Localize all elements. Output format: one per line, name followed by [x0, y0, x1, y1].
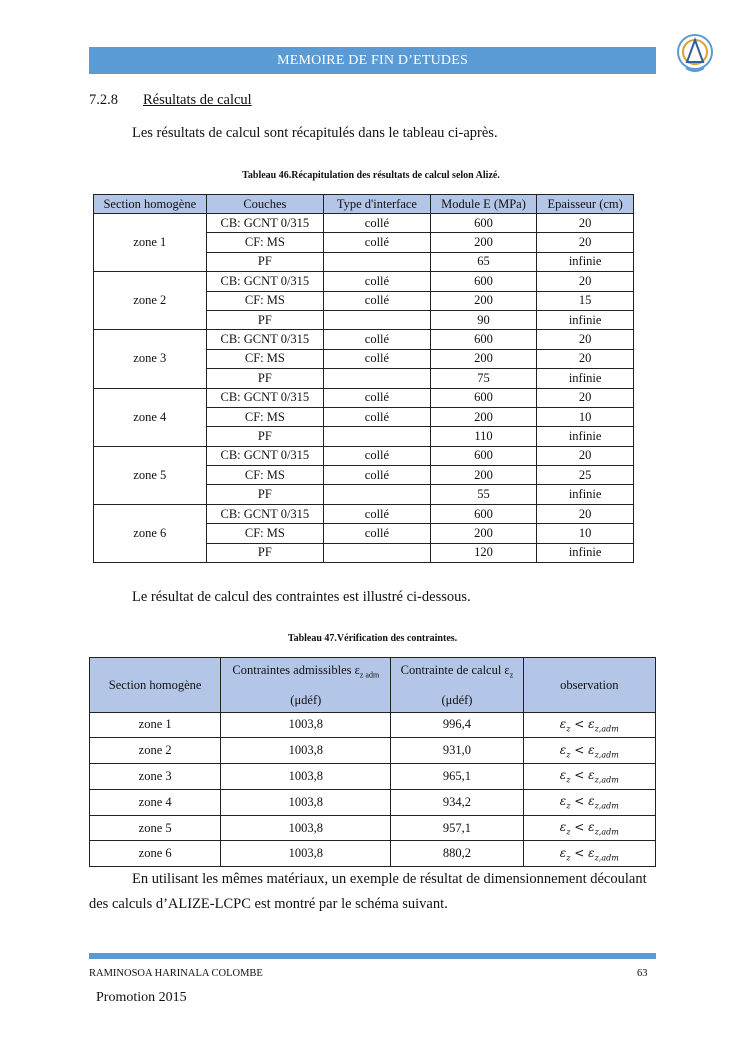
couche-cell: CB: GCNT 0/315	[206, 446, 324, 465]
interface-cell: collé	[324, 407, 431, 426]
epaisseur-cell: infinie	[537, 310, 634, 329]
obs-less-than: < ε	[570, 845, 595, 860]
epaisseur-cell: infinie	[537, 252, 634, 271]
epaisseur-cell: infinie	[537, 543, 634, 562]
zone-cell: zone 1	[94, 214, 207, 272]
couche-cell: PF	[206, 369, 324, 388]
couche-cell: PF	[206, 485, 324, 504]
table47-header-observation: observation	[523, 658, 655, 713]
obs-epsilon: ε	[559, 819, 567, 834]
header-calc-sub: z	[509, 670, 514, 680]
module-cell: 65	[430, 252, 537, 271]
epaisseur-cell: 20	[537, 446, 634, 465]
zone-cell: zone 6	[90, 841, 221, 867]
interface-cell: collé	[324, 233, 431, 252]
interface-cell: collé	[324, 388, 431, 407]
obs-less-than: < ε	[570, 742, 595, 757]
table46-header-couches: Couches	[206, 195, 324, 214]
header-calc-label: Contrainte de calcul ε	[400, 663, 510, 677]
table47-header-section: Section homogène	[90, 658, 221, 713]
obs-less-than: < ε	[570, 819, 595, 834]
table-row	[90, 712, 656, 738]
header-adm-label: Contraintes admissibles ε	[232, 663, 360, 677]
epaisseur-cell: 25	[537, 466, 634, 485]
module-cell: 200	[430, 349, 537, 368]
epaisseur-cell: 15	[537, 291, 634, 310]
module-cell: 90	[430, 310, 537, 329]
zone-cell: zone 2	[90, 738, 221, 764]
zone-cell: zone 2	[94, 272, 207, 330]
epaisseur-cell: 20	[537, 388, 634, 407]
zone-cell: zone 3	[90, 764, 221, 790]
couche-cell: CB: GCNT 0/315	[206, 504, 324, 523]
observation-cell	[523, 738, 655, 764]
module-cell: 600	[430, 330, 537, 349]
obs-sub-z: z	[566, 853, 571, 863]
table47-header-row	[90, 658, 656, 713]
interface-cell: collé	[324, 349, 431, 368]
observation-cell	[523, 789, 655, 815]
interface-cell: collé	[324, 272, 431, 291]
page-number: 63	[637, 968, 648, 979]
table-row	[90, 738, 656, 764]
observation-cell	[523, 764, 655, 790]
couche-cell: PF	[206, 252, 324, 271]
epaisseur-cell: 20	[537, 504, 634, 523]
couche-cell: CF: MS	[206, 407, 324, 426]
module-cell: 600	[430, 214, 537, 233]
header-adm-sub: z adm	[359, 670, 380, 680]
couche-cell: PF	[206, 310, 324, 329]
section-number: 7.2.8	[89, 92, 118, 108]
table47-header-calc	[391, 658, 523, 713]
table46-caption: Tableau 46.Récapitulation des résultats de calcul selon Alizé.	[242, 170, 500, 181]
table-row	[94, 446, 634, 465]
zone-cell: zone 4	[90, 789, 221, 815]
table47-header-adm	[221, 658, 391, 713]
obs-sub-zadm: z,adm	[594, 853, 619, 863]
adm-cell: 1003,8	[221, 712, 391, 738]
couche-cell: CF: MS	[206, 524, 324, 543]
module-cell: 600	[430, 446, 537, 465]
zone-cell: zone 6	[94, 504, 207, 562]
epaisseur-cell: infinie	[537, 485, 634, 504]
calc-cell: 957,1	[391, 815, 523, 841]
section-heading	[89, 92, 252, 109]
couche-cell: CF: MS	[206, 291, 324, 310]
zone-cell: zone 4	[94, 388, 207, 446]
obs-sub-zadm: z,adm	[594, 724, 619, 734]
module-cell: 600	[430, 504, 537, 523]
table46-header-module: Module E (MPa)	[430, 195, 537, 214]
section-title: Résultats de calcul	[143, 92, 252, 108]
calc-cell: 996,4	[391, 712, 523, 738]
table-row	[90, 815, 656, 841]
couche-cell: CB: GCNT 0/315	[206, 272, 324, 291]
module-cell: 200	[430, 291, 537, 310]
obs-sub-z: z	[566, 827, 571, 837]
obs-sub-zadm: z,adm	[594, 827, 619, 837]
adm-cell: 1003,8	[221, 815, 391, 841]
interface-cell: collé	[324, 524, 431, 543]
epaisseur-cell: infinie	[537, 427, 634, 446]
obs-sub-zadm: z,adm	[594, 775, 619, 785]
interface-cell	[324, 427, 431, 446]
table-row	[94, 214, 634, 233]
observation-cell	[523, 841, 655, 867]
table46-header-epaisseur: Epaisseur (cm)	[537, 195, 634, 214]
module-cell: 110	[430, 427, 537, 446]
zone-cell: zone 5	[90, 815, 221, 841]
obs-less-than: < ε	[570, 768, 595, 783]
epaisseur-cell: infinie	[537, 369, 634, 388]
table-row	[90, 789, 656, 815]
observation-cell	[523, 712, 655, 738]
table47-caption: Tableau 47.Vérification des contraintes.	[287, 633, 458, 644]
epaisseur-cell: 10	[537, 407, 634, 426]
table46-header-row	[94, 195, 634, 214]
obs-less-than: < ε	[570, 716, 595, 731]
table-row	[94, 330, 634, 349]
obs-epsilon: ε	[559, 768, 567, 783]
table-verification-contraintes	[89, 657, 656, 867]
epaisseur-cell: 20	[537, 214, 634, 233]
adm-cell: 1003,8	[221, 764, 391, 790]
couche-cell: CF: MS	[206, 466, 324, 485]
epaisseur-cell: 20	[537, 349, 634, 368]
observation-cell	[523, 815, 655, 841]
epaisseur-cell: 20	[537, 330, 634, 349]
obs-sub-z: z	[566, 775, 571, 785]
epaisseur-cell: 10	[537, 524, 634, 543]
intro-paragraph: Les résultats de calcul sont récapitulés dans le tableau ci-après.	[132, 125, 498, 141]
zone-cell: zone 5	[94, 446, 207, 504]
module-cell: 600	[430, 272, 537, 291]
table46-header-section: Section homogène	[94, 195, 207, 214]
interface-cell	[324, 485, 431, 504]
interface-cell: collé	[324, 466, 431, 485]
couche-cell: PF	[206, 543, 324, 562]
contraintes-paragraph: Le résultat de calcul des contraintes est illustré ci-dessous.	[132, 589, 471, 605]
obs-sub-z: z	[566, 801, 571, 811]
calc-cell: 934,2	[391, 789, 523, 815]
interface-cell: collé	[324, 330, 431, 349]
adm-cell: 1003,8	[221, 738, 391, 764]
adm-cell: 1003,8	[221, 789, 391, 815]
obs-sub-z: z	[566, 724, 571, 734]
footer-author: RAMINOSOA HARINALA COLOMBE	[89, 968, 263, 979]
table-row	[90, 841, 656, 867]
table-row	[94, 272, 634, 291]
interface-cell	[324, 543, 431, 562]
zone-cell: zone 1	[90, 712, 221, 738]
interface-cell	[324, 369, 431, 388]
module-cell: 120	[430, 543, 537, 562]
couche-cell: CB: GCNT 0/315	[206, 330, 324, 349]
calc-cell: 931,0	[391, 738, 523, 764]
module-cell: 200	[430, 524, 537, 543]
obs-epsilon: ε	[559, 794, 567, 809]
module-cell: 75	[430, 369, 537, 388]
table46-header-interface: Type d'interface	[324, 195, 431, 214]
module-cell: 200	[430, 233, 537, 252]
obs-sub-zadm: z,adm	[594, 749, 619, 759]
obs-epsilon: ε	[559, 716, 567, 731]
module-cell: 55	[430, 485, 537, 504]
calc-cell: 965,1	[391, 764, 523, 790]
obs-less-than: < ε	[570, 794, 595, 809]
interface-cell: collé	[324, 291, 431, 310]
epaisseur-cell: 20	[537, 233, 634, 252]
header-calc-unit: (μdéf)	[441, 692, 473, 707]
interface-cell: collé	[324, 504, 431, 523]
couche-cell: CB: GCNT 0/315	[206, 214, 324, 233]
module-cell: 200	[430, 466, 537, 485]
couche-cell: CF: MS	[206, 233, 324, 252]
epaisseur-cell: 20	[537, 272, 634, 291]
school-logo-icon	[672, 32, 718, 78]
table-row	[94, 388, 634, 407]
adm-cell: 1003,8	[221, 841, 391, 867]
calc-cell: 880,2	[391, 841, 523, 867]
obs-epsilon: ε	[559, 845, 567, 860]
table-alize-results	[93, 194, 634, 563]
couche-cell: CB: GCNT 0/315	[206, 388, 324, 407]
interface-cell: collé	[324, 446, 431, 465]
couche-cell: PF	[206, 427, 324, 446]
table-row	[94, 504, 634, 523]
zone-cell: zone 3	[94, 330, 207, 388]
module-cell: 600	[430, 388, 537, 407]
footer-rule	[89, 953, 656, 959]
closing-paragraph-line1: En utilisant les mêmes matériaux, un exemple de résultat de dimensionnement découlant	[132, 871, 647, 887]
footer-promotion: Promotion 2015	[96, 990, 187, 1005]
page-header: MEMOIRE DE FIN D’ETUDES	[89, 47, 656, 74]
interface-cell	[324, 252, 431, 271]
interface-cell	[324, 310, 431, 329]
obs-sub-zadm: z,adm	[594, 801, 619, 811]
table-row	[90, 764, 656, 790]
header-adm-unit: (μdéf)	[290, 692, 322, 707]
interface-cell: collé	[324, 214, 431, 233]
couche-cell: CF: MS	[206, 349, 324, 368]
module-cell: 200	[430, 407, 537, 426]
closing-paragraph-line2: des calculs d’ALIZE-LCPC est montré par le schéma suivant.	[89, 896, 448, 912]
obs-sub-z: z	[566, 749, 571, 759]
obs-epsilon: ε	[559, 742, 567, 757]
